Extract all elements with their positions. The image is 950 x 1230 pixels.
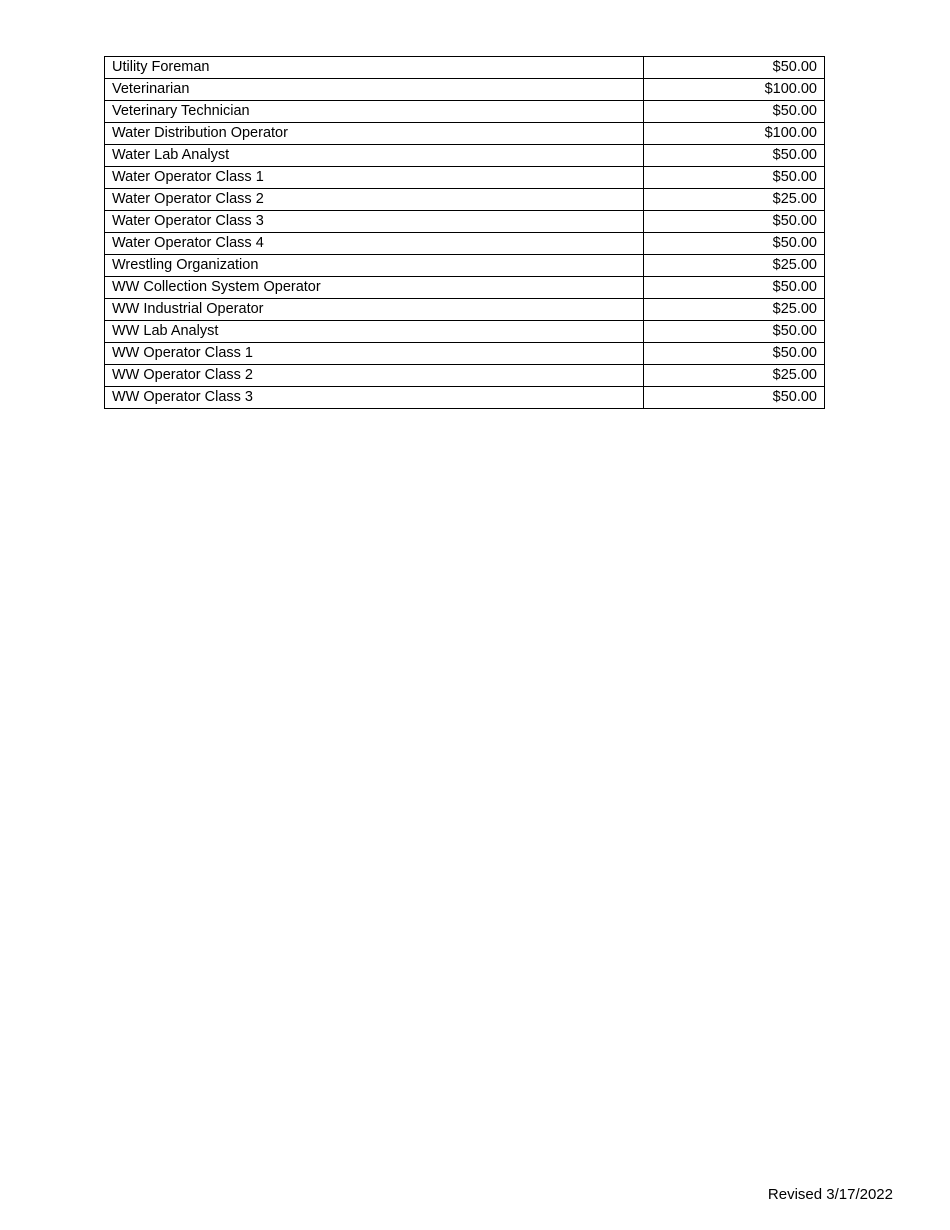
table-row	[105, 321, 825, 343]
license-name-cell: Water Distribution Operator	[105, 123, 644, 145]
table-row	[105, 387, 825, 409]
license-name-cell: Veterinary Technician	[105, 101, 644, 123]
license-name-cell: WW Lab Analyst	[105, 321, 644, 343]
table-row	[105, 123, 825, 145]
fee-cell: $50.00	[644, 145, 825, 167]
license-name-cell: Wrestling Organization	[105, 255, 644, 277]
table-row	[105, 145, 825, 167]
table-row	[105, 233, 825, 255]
table-row	[105, 189, 825, 211]
license-name-cell: WW Collection System Operator	[105, 277, 644, 299]
fee-table-body	[105, 57, 825, 409]
fee-cell: $50.00	[644, 233, 825, 255]
table-row	[105, 365, 825, 387]
license-name-cell: Water Operator Class 2	[105, 189, 644, 211]
table-row	[105, 167, 825, 189]
table-row	[105, 211, 825, 233]
fee-cell: $50.00	[644, 321, 825, 343]
license-name-cell: WW Operator Class 1	[105, 343, 644, 365]
table-row	[105, 79, 825, 101]
table-row	[105, 101, 825, 123]
table-row	[105, 277, 825, 299]
fee-cell: $50.00	[644, 57, 825, 79]
table-row	[105, 57, 825, 79]
fee-cell: $25.00	[644, 255, 825, 277]
license-name-cell: Water Operator Class 4	[105, 233, 644, 255]
fee-cell: $100.00	[644, 79, 825, 101]
license-name-cell: Water Operator Class 3	[105, 211, 644, 233]
license-name-cell: WW Operator Class 2	[105, 365, 644, 387]
table-row	[105, 343, 825, 365]
fee-cell: $50.00	[644, 101, 825, 123]
fee-table	[104, 56, 825, 409]
fee-cell: $50.00	[644, 167, 825, 189]
fee-cell: $50.00	[644, 277, 825, 299]
table-row	[105, 299, 825, 321]
fee-cell: $25.00	[644, 365, 825, 387]
table-row	[105, 255, 825, 277]
license-name-cell: WW Operator Class 3	[105, 387, 644, 409]
license-name-cell: Veterinarian	[105, 79, 644, 101]
license-name-cell: Water Lab Analyst	[105, 145, 644, 167]
revised-date: Revised 3/17/2022	[767, 1186, 893, 1203]
fee-cell: $100.00	[644, 123, 825, 145]
license-name-cell: Water Operator Class 1	[105, 167, 644, 189]
fee-cell: $50.00	[644, 343, 825, 365]
fee-cell: $25.00	[644, 299, 825, 321]
fee-cell: $50.00	[644, 211, 825, 233]
fee-cell: $50.00	[644, 387, 825, 409]
license-name-cell: Utility Foreman	[105, 57, 644, 79]
fee-cell: $25.00	[644, 189, 825, 211]
license-name-cell: WW Industrial Operator	[105, 299, 644, 321]
